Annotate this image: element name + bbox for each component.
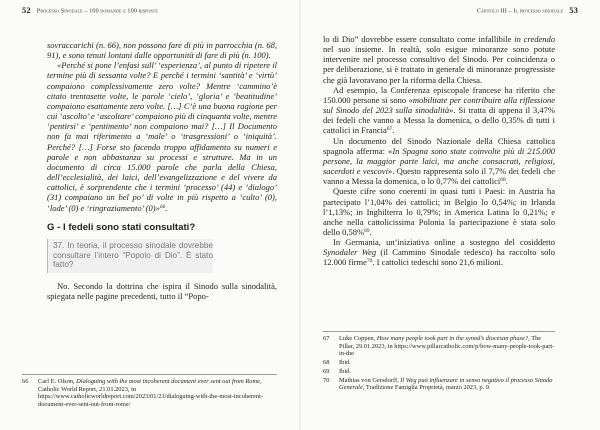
- paragraph: In Germania, un’iniziativa online a sostegno del cosiddetto Synodaler Weg (il Cammino Sinodale tedesco) ha raccolto solo 12.000 firme$^{70}$. I cattolici tedeschi sono 21,6 milioni.: [323, 237, 555, 268]
- footnotes: [22, 378, 277, 410]
- running-head: [477, 5, 578, 15]
- question-box: 37. In teoria, il processo sinodale dovrebbe consultare l’intero “Popolo di Dio”. È stato fatto?: [47, 239, 213, 273]
- paragraph: Un documento del Sinodo Nazionale della Chiesa cattolica spagnola afferma: «In Spagna sono state coinvolte più di 215.000 persone, la maggior parte laici, ma anche consacrati, religiosi, sacerdoti e vescovi». Questo rappresenta solo il 7,7% dei fedeli che vanno a Messa la domenica, o lo 0,77% dei cattolici$^{68}$.: [323, 135, 555, 187]
- page-number: 53: [569, 5, 578, 15]
- footnote-rule: [22, 374, 277, 375]
- paragraph: lo di Dio” dovrebbe essere consultato come infallibile in credendo nel suo insieme. In realtà, solo esigue minoranze sono potute intervenire nel processo consultivo del Sinodo. Per coincidenza o per deliberazione, si è trattato in generale di minoranze progressiste che già lavoravano per la riforma della Chiesa.: [323, 34, 555, 85]
- footnote: [323, 359, 555, 367]
- paragraph: Queste cifre sono coerenti in quasi tutti i Paesi: in Austria ha partecipato l’1,04% dei cattolici; in Belgio lo 0,54%; in Irlanda l’1,13%; in Inghilterra lo 0,79%; in America Latina lo 0,21%; e anche nella cattolicissima Polonia la partecipazione è stata solo dello 0,58%$^{69}$.: [323, 186, 555, 237]
- footnote-rule: [323, 331, 555, 332]
- footnote-ref[interactable]: 67: [386, 126, 393, 133]
- running-head-title: Capitolo III – Il processo sinodale: [476, 7, 564, 15]
- footnote-ref[interactable]: 70: [366, 258, 373, 265]
- footnote-number: 68: [323, 358, 330, 366]
- right-page: [301, 0, 600, 430]
- footnotes: [323, 335, 555, 393]
- page-number: 52: [22, 5, 31, 15]
- footnote-text: Luke Coppen, How many people took part in the synod’s diocesan phase?, The Pillar, 29.01.2023, in https://www.pillarcatholic.com/p/how-many-people-took-part-in-the: [339, 335, 555, 358]
- footnote: [323, 335, 555, 358]
- page-body: [323, 34, 555, 268]
- left-page: [0, 0, 299, 430]
- footnote-number: 70: [323, 376, 330, 384]
- paragraph: sovraccarichi (n. 66), non possono fare di più in parrocchia (n. 68, 91), e sono tenuti lontani dalle opportunità di fare di più (n. 100).: [47, 40, 277, 61]
- footnote-number: 67: [323, 335, 330, 342]
- running-head-title: Processo Sinodale – 100 domande e 100 risposte: [36, 7, 158, 15]
- quote-paragraph: «Perché si pone l’enfasi sull’ ‘esperienza’, al punto di ripetere il termine più di sessanta volte? E perché i termini ‘santità’ e ‘virtù’ compaiono complessivamente zero volte? Mentre ‘cammino’è citato trentasette volte, le parole ‘cielo’, ‘gloria’ e ‘beatitudine’ compaiono esattamente zero volte. […] C’è una buona ragione per cui ‘ascolto’ e ‘ascoltare’ compaiono più di cinquanta volte, mentre ‘pentirsi’ e ‘pentimento’ non compaiono mai? […] Il Documento non fa mai riferimento a ‘male’ o ‘trasgressioni’ o ‘iniquità’. Perché? […] Forse sto facendo troppo affidamento su numeri e parole e non abbastanza su processi e strutture. Ma in un documento di circa 15.000 parole che parla della Chiesa, dell’ecclesialità, dei laici, dell’evangelizzazione e del vivere da cattolici, è sorprendente che i termini ‘processo’ (44) e ‘dialogo’ (31) compaiano un bel po’ di volte in più rispetto a ‘culto’ (0), ‘lode’ (0) e ‘ringraziamento’ (0)»$^{66}$.: [47, 60, 277, 213]
- footnote: [323, 368, 555, 376]
- footnote-number: 66: [22, 378, 29, 385]
- quote-text: «Perché si pone l’enfasi sull’ ‘esperienza’, al punto di ripetere il termine più di sessanta volte? E perché i termini ‘santità’ e ‘virtù’ compaiono complessivamente zero volte? Mentre ‘cammino’è citato trentasette volte, le parole ‘cielo’, ‘gloria’ e ‘beatitudine’ compaiono esattamente zero volte. […] C’è una buona ragione per cui ‘ascolto’ e ‘ascoltare’ compaiono più di cinquanta volte, mentre ‘pentirsi’ e ‘pentimento’ non compaiono mai? […] Il Documento non fa mai riferimento a ‘male’ o ‘trasgressioni’ o ‘iniquità’. Perché? […] Forse sto facendo troppo affidamento su numeri e parole e non abbastanza su processi e strutture. Ma in un documento di circa 15.000 parole che parla della Chiesa, dell’ecclesialità, dei laici, dell’evangelizzazione e del vivere da cattolici, è sorprendente che i termini ‘processo’ (44) e ‘dialogo’ (31) compaiano un bel po’ di volte in più rispetto a ‘culto’ (0), ‘lode’ (0) e ‘ringraziamento’ (0)»: [47, 60, 277, 213]
- footnote-ref[interactable]: 66: [159, 203, 166, 210]
- footnote: [323, 377, 555, 392]
- footnote-ref[interactable]: 69: [364, 227, 370, 234]
- footnote: [22, 378, 277, 408]
- footnote-ref[interactable]: 68: [500, 177, 506, 184]
- paragraph: Ad esempio, la Conferenza episcopale francese ha riferito che 150.000 persone si sono «mobilitate per contribuire alla riflessione sul Sinodo del 2023 sulla sinodalità». Si tratta di appena il 3,47% dei fedeli che vanno a Messa la domenica, o dello 0,35% di tutti i cattolici in Francia$^{67}$.: [323, 84, 555, 136]
- answer-paragraph: No. Secondo la dottrina che ispira il Sinodo sulla sinodalità, spiegata nelle pagine precedenti, tutto il “Popo-: [47, 281, 277, 302]
- footnote-text: Ibid.: [339, 367, 351, 375]
- page-body: [47, 40, 277, 302]
- footnote-text: Ibid.: [339, 358, 351, 366]
- footnote-number: 69: [323, 367, 330, 375]
- footnote-text: Carl E. Olson, Dialoguing with the most incoherent document ever sent out from Rome, Catholic World Report, 21.01.2023, in https://www.catholicworldreport.com/2023/01/21/dialoguing-with-the-most-incoherent-document-ever-sent-out-from-rome/: [38, 378, 263, 408]
- running-head: [22, 5, 158, 15]
- section-title: G - I fedeli sono stati consultati?: [47, 221, 196, 233]
- footnote-text: Mathias von Gersdorff, Il Weg può influenzare in senso negativo il processo Sinodo Generale, Tradizione Famiglia Proprietà, marzo 2023, p. 9.: [339, 376, 553, 392]
